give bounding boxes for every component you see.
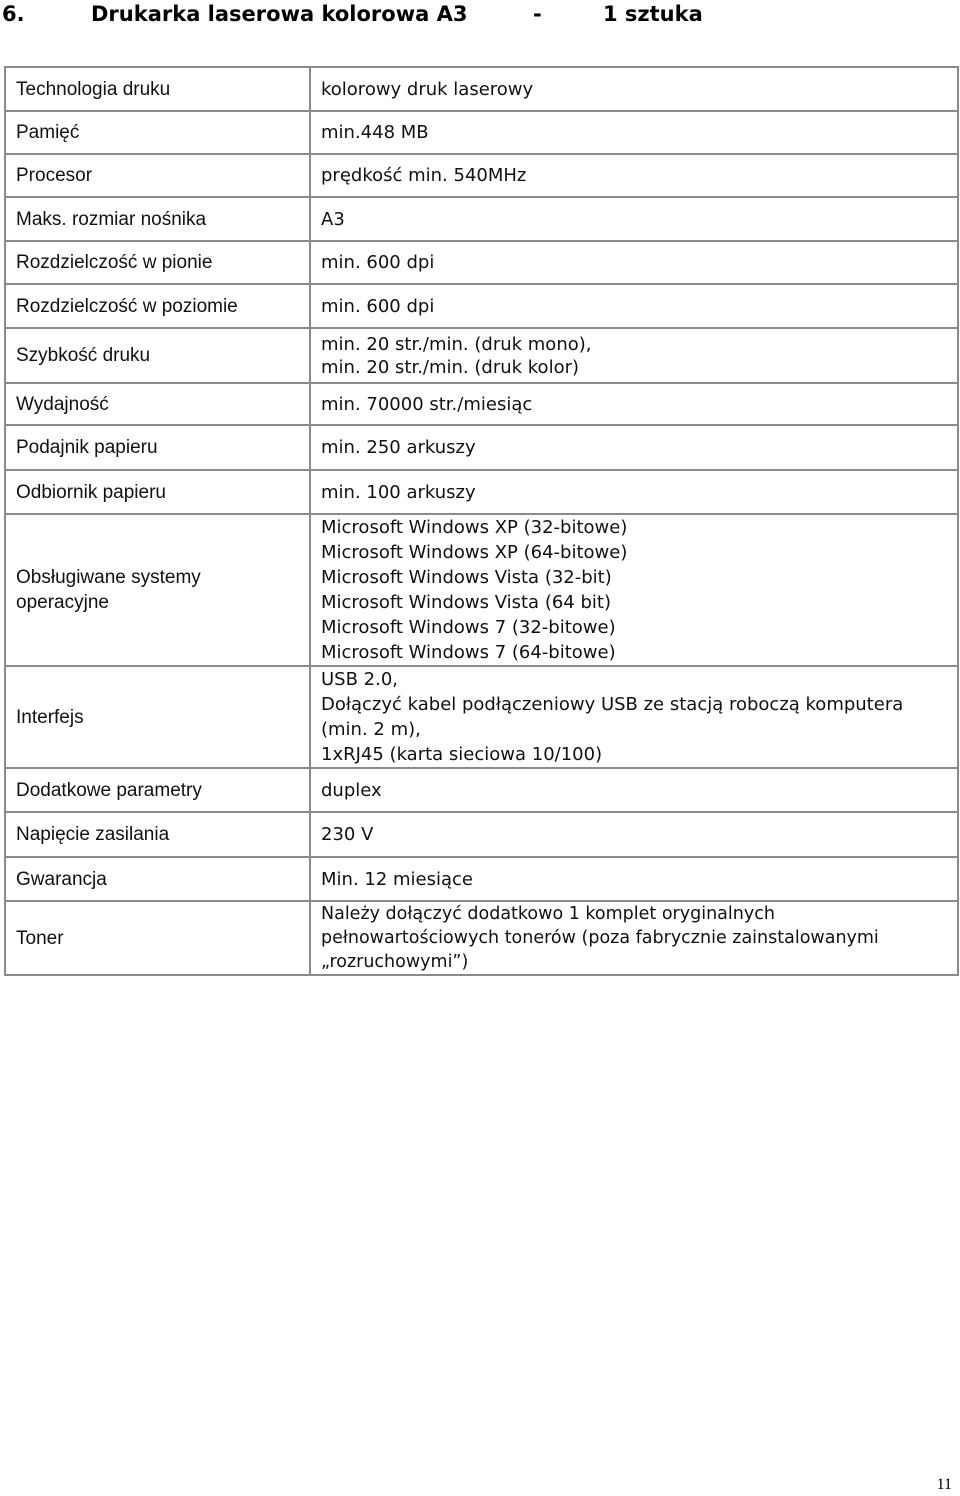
spec-value-line: Min. 12 miesiące <box>321 868 473 890</box>
spec-value-line: Należy dołączyć dodatkowo 1 komplet oryginalnych <box>321 904 775 924</box>
table-row <box>5 666 958 768</box>
spec-label-print-technology: Technologia druku <box>5 67 310 111</box>
table-row <box>5 812 958 857</box>
spec-value-max-media-size <box>310 197 958 241</box>
spec-value-line: min. 600 dpi <box>321 252 435 273</box>
spec-value-warranty <box>310 857 958 901</box>
specification-table <box>4 66 959 976</box>
spec-value-horizontal-resolution <box>310 284 958 328</box>
spec-value-line: „rozruchowymi”) <box>321 952 469 972</box>
spec-label-supported-os <box>5 514 310 666</box>
table-row <box>5 901 958 975</box>
spec-label-warranty: Gwarancja <box>5 857 310 901</box>
spec-value-line: min. 70000 str./miesiąc <box>321 393 533 415</box>
table-row <box>5 768 958 812</box>
spec-value-line: (min. 2 m), <box>321 719 421 740</box>
spec-value-line: pełnowartościowych tonerów (poza fabrycznie zainstalowanymi <box>321 928 879 948</box>
spec-label-line: operacyjne <box>16 592 109 613</box>
spec-label-interface: Interfejs <box>5 666 310 768</box>
table-row <box>5 857 958 901</box>
spec-value-line: 1xRJ45 (karta sieciowa 10/100) <box>321 744 603 765</box>
spec-value-print-speed <box>310 328 958 383</box>
section-dash: - <box>533 2 542 26</box>
spec-value-line: Microsoft Windows Vista (32-bit) <box>321 567 612 588</box>
table-row <box>5 383 958 425</box>
spec-label-line: Obsługiwane systemy <box>16 567 201 588</box>
spec-value-line: min. 600 dpi <box>321 295 435 317</box>
spec-label-power-supply: Napięcie zasilania <box>5 812 310 857</box>
table-row <box>5 284 958 328</box>
spec-label-horizontal-resolution: Rozdzielczość w poziomie <box>5 284 310 328</box>
spec-label-paper-input: Podajnik papieru <box>5 425 310 470</box>
spec-value-line: duplex <box>321 779 382 801</box>
table-row <box>5 154 958 197</box>
table-row <box>5 67 958 111</box>
table-row <box>5 470 958 514</box>
spec-label-max-media-size: Maks. rozmiar nośnika <box>5 197 310 241</box>
spec-label-additional-parameters: Dodatkowe parametry <box>5 768 310 812</box>
spec-value-line: min.448 MB <box>321 122 429 143</box>
spec-value-line: Microsoft Windows 7 (64-bitowe) <box>321 642 616 663</box>
spec-value-additional-parameters <box>310 768 958 812</box>
spec-value-vertical-resolution <box>310 241 958 284</box>
table-row <box>5 425 958 470</box>
spec-value-supported-os <box>310 514 958 666</box>
spec-value-memory <box>310 111 958 154</box>
spec-value-duty-cycle <box>310 383 958 425</box>
spec-value-line: min. 20 str./min. (druk mono), <box>321 333 592 355</box>
spec-label-toner: Toner <box>5 901 310 975</box>
spec-value-paper-input <box>310 425 958 470</box>
table-row <box>5 197 958 241</box>
spec-value-line: Microsoft Windows XP (32-bitowe) <box>321 517 628 538</box>
spec-value-toner <box>310 901 958 975</box>
spec-label-vertical-resolution: Rozdzielczość w pionie <box>5 241 310 284</box>
spec-value-line: min. 20 str./min. (druk kolor) <box>321 356 580 378</box>
spec-value-print-technology <box>310 67 958 111</box>
spec-value-line: Microsoft Windows Vista (64 bit) <box>321 592 611 613</box>
spec-value-line: min. 250 arkuszy <box>321 437 476 458</box>
spec-value-processor <box>310 154 958 197</box>
spec-value-line: 230 V <box>321 824 374 845</box>
spec-value-line: kolorowy druk laserowy <box>321 78 534 100</box>
table-row <box>5 514 958 666</box>
section-number: 6. <box>2 2 25 26</box>
table-row <box>5 241 958 284</box>
spec-value-line: A3 <box>321 208 345 230</box>
spec-value-line: prędkość min. 540MHz <box>321 165 527 186</box>
spec-label-print-speed: Szybkość druku <box>5 328 310 383</box>
spec-label-processor: Procesor <box>5 154 310 197</box>
spec-value-line: Dołączyć kabel podłączeniowy USB ze stacją roboczą komputera <box>321 694 904 715</box>
spec-label-memory: Pamięć <box>5 111 310 154</box>
spec-value-interface <box>310 666 958 768</box>
table-row <box>5 328 958 383</box>
spec-value-line: USB 2.0, <box>321 669 399 690</box>
spec-value-paper-output <box>310 470 958 514</box>
section-heading <box>0 0 703 28</box>
page-number: 11 <box>936 1476 952 1493</box>
spec-value-line: Microsoft Windows XP (64-bitowe) <box>321 542 628 563</box>
spec-label-paper-output: Odbiornik papieru <box>5 470 310 514</box>
section-title: Drukarka laserowa kolorowa A3 <box>91 2 468 26</box>
section-quantity: 1 sztuka <box>603 2 703 26</box>
table-row <box>5 111 958 154</box>
spec-value-line: Microsoft Windows 7 (32-bitowe) <box>321 617 616 638</box>
spec-label-duty-cycle: Wydajność <box>5 383 310 425</box>
spec-value-power-supply <box>310 812 958 857</box>
spec-value-line: min. 100 arkuszy <box>321 481 476 503</box>
